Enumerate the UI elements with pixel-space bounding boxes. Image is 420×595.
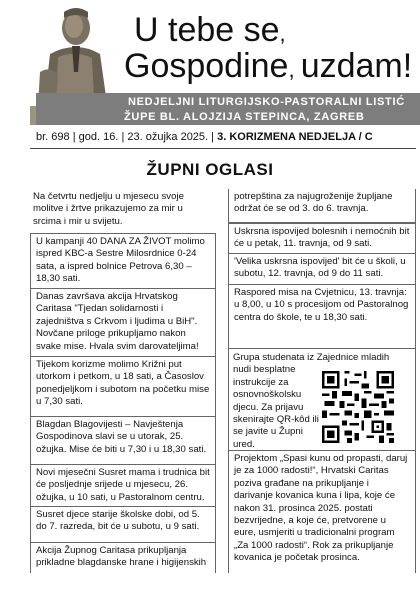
- notice-right-2: Uskrsna ispovijed bolesnih i nemoćnih bit će u petak, 11. travnja, od 9 sati.: [228, 223, 416, 254]
- notice-left-4: Tijekom korizme molimo Križni put utorkom i petkom, u 18 sati, a Časoslov ponedjeljkom i subotom na početku mise u 7,30 sati.: [30, 357, 216, 417]
- qr-notice-line-wide: Grupa studenata iz Zajednice mladih: [233, 352, 390, 363]
- notice-right-1: potrepština za najugroženije župljane održat će se od 3. do 6. travnja.: [228, 189, 416, 223]
- notice-left-2: U kampanji 40 DANA ZA ŽIVOT molimo ispred KBC-a Sestre Milosrdnice 0-24 sata, a ispred bolnice Petrova 6,30 – 18,30 sati.: [30, 233, 216, 289]
- masthead-band: [36, 93, 420, 125]
- notice-right-caritas: Projektom „Spasi kunu od propasti, daruj je za 1000 radosti!“, Hrvatski Caritas poziva građane na prikupljanje i darivanje kovanica kuna i lipa, koje će nakon 31. prosinca 2025. postati bezvrijedne, a koje će, pretvorene u eure, usmjeriti u tradicionalni program „Za 1000 radosti“. Rok za prikupljanje kovanica je početak prosinca.: [228, 451, 416, 573]
- section-title: ŽUPNI OGLASI: [146, 160, 274, 179]
- band-subtitle: NEDJELJNI LITURGIJSKO-PASTORALNI LISTIĆ: [128, 96, 405, 108]
- notice-qr-tutoring: [228, 349, 416, 451]
- issue-sunday: 3. KORIZMENA NEDJELJA / C: [217, 131, 373, 143]
- notice-right-3: 'Velika uskrsna ispovijed' bit će u školi, u subotu, 12. travnja, od 9 do 11 sati.: [228, 254, 416, 285]
- issue-year: god. 16.: [78, 131, 119, 143]
- qr-code-icon[interactable]: [322, 371, 394, 443]
- masthead-title-line2: Gospodine, uzdam!: [124, 47, 413, 85]
- notice-left-8: Akcija Župnog Caritasa prikupljanja prikladne blagdanske hrane i higijenskih: [30, 543, 216, 573]
- notice-left-7: Susret djece starije školske dobi, od 5. do 7. razreda, bit će u subotu, u 9 sati.: [30, 507, 216, 543]
- masthead: [0, 0, 420, 125]
- notice-right-4: Raspored misa na Cvjetnicu, 13. travnja: u 8,00, u 10 s procesijom od Pastoralnog centra do škole, te u 18,30 sati.: [228, 285, 416, 349]
- notice-left-1: Na četvrtu nedjelju u mjesecu svoje molitve i žrtve prikazujemo za mir u srcima i mir u svijetu.: [33, 191, 184, 227]
- notice-left-3: Danas završava akcija Hrvatskog Caritasa "Tjedan solidarnosti i zajedništva s Crkvom i ljudima u BiH". Novčane priloge prikupljamo nakon svake mise. Hvala svim darovateljima!: [30, 289, 216, 357]
- qr-notice-line-narrow: nudi besplatne instrukcije za osnovnoškolsku djecu. Za prijavu skenirajte QR-kôd ili se javite u Župni ured.: [233, 364, 319, 450]
- notice-left-5: Blagdan Blagovijesti – Navještenja Gospodinova slavi se u utorak, 25. ožujka. Mise će biti u 7,30 i u 18,30 sati.: [30, 417, 216, 465]
- band-parish: ŽUPE BL. ALOJZIJA STEPINCA, ZAGREB: [124, 111, 365, 123]
- issue-line: br. 698 | god. 16. | 23. ožujka 2025. | 3. KORIZMENA NEDJELJA / C: [36, 131, 373, 143]
- divider: [30, 148, 416, 149]
- issue-number: br. 698: [36, 131, 70, 143]
- issue-date: 23. ožujka 2025.: [127, 131, 209, 143]
- notice-left-6: Novi mjesečni Susret mama i trudnica bit će posljednje srijede u mjesecu, 26. ožujka, u 10 sati, u Pastoralnom centru.: [30, 465, 216, 507]
- masthead-title-line1: U tebe se,: [134, 11, 286, 49]
